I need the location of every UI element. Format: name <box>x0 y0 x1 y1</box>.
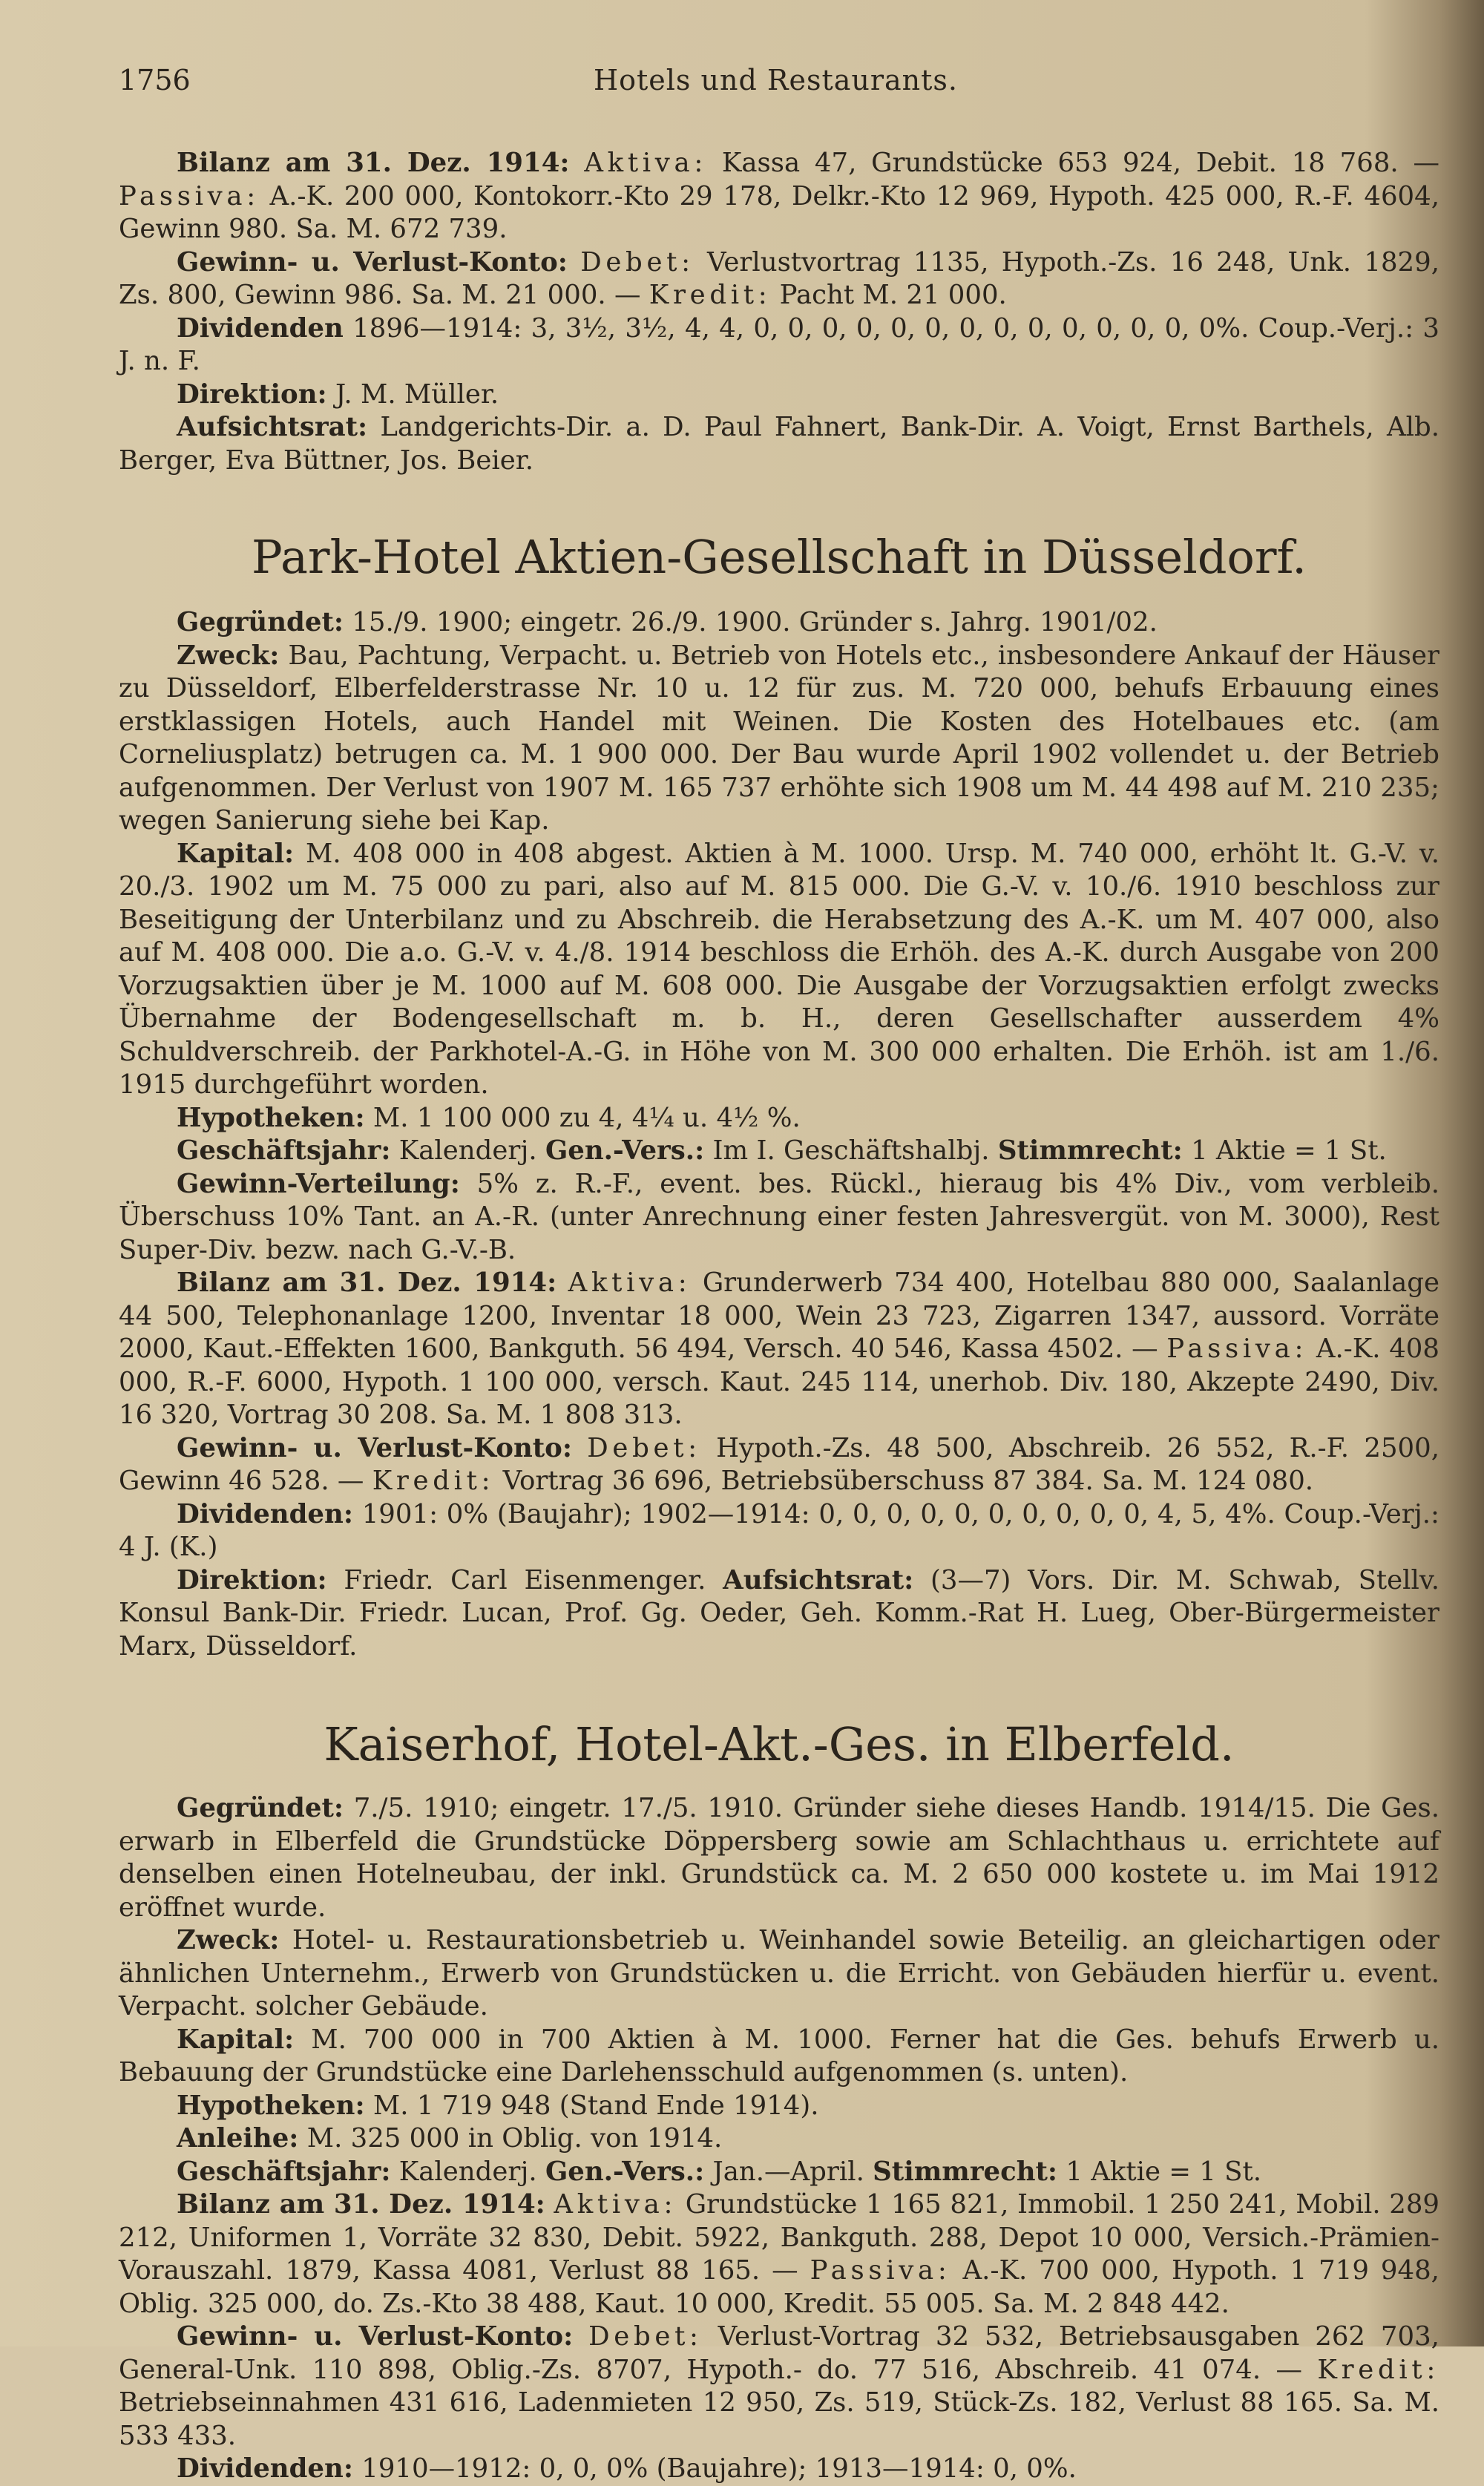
bilanz-label: Bilanz am 31. Dez. 1914: <box>177 1267 557 1298</box>
debet-text: Verlust-Vortrag 32 532, Betriebsausgaben 262 703, General-Unk. 110 898, Oblig.-Zs. 8707, Hypoth.- do. 77 516, Abschreib. 41 074. — <box>119 2321 1439 2385</box>
entry-previous <box>119 147 1439 477</box>
gv-label: Gewinn- u. Verlust-Konto: <box>177 246 568 278</box>
zweck-paragraph <box>119 1924 1439 2024</box>
page-number: 1756 <box>119 64 191 96</box>
passiva-label: Passiva: <box>810 2255 951 2286</box>
direktion-text: Friedr. Carl Eisenmenger. <box>344 1564 706 1595</box>
kapital-paragraph <box>119 2024 1439 2090</box>
gegruendet-label: Gegründet: <box>177 1793 344 1823</box>
aktiva-text: Grundstücke 1 165 821, Immobil. 1 250 241, Mobil. 289 212, Uniformen 1, Vorräte 32 830, Debit. 5922, Bankguth. 288, Depot 10 000, Versich.-Prämien-Vorauszahl. 1879, Kassa 4081, Verlust 88 165. — <box>119 2189 1439 2286</box>
geschaeftsjahr-text: Kalenderj. <box>398 2156 537 2187</box>
gewinnverteilung-label: Gewinn-Verteilung: <box>177 1168 460 1199</box>
zweck-label: Zweck: <box>177 1925 280 1955</box>
stimmrecht-label: Stimmrecht: <box>873 2156 1058 2187</box>
aktiva-label: Aktiva: <box>568 1267 692 1298</box>
kredit-text: Pacht M. 21 000. <box>779 280 1007 310</box>
geschaeftsjahr-label: Geschäftsjahr: <box>177 1135 391 1166</box>
kapital-label: Kapital: <box>177 2024 295 2055</box>
dividenden-paragraph <box>119 1498 1439 1564</box>
aktiva-label: Aktiva: <box>554 2189 677 2220</box>
dividenden-text: 1910—1912: 0, 0, 0% (Baujahre); 1913—1914: 0, 0%. <box>361 2453 1077 2484</box>
kredit-label: Kredit: <box>1317 2354 1439 2385</box>
kapital-label: Kapital: <box>177 838 295 869</box>
aufsichtsrat-label: Aufsichtsrat: <box>723 1564 914 1595</box>
passiva-text: A.-K. 408 000, R.-F. 6000, Hypoth. 1 100 000, versch. Kaut. 245 114, unerhob. Div. 180, Akzepte 2490, Div. 16 320, Vortrag 30 208. Sa. M. 1 808 313. <box>119 1334 1439 1430</box>
gewinnverteilung-text: 5% z. R.-F., event. bes. Rückl., hieraug bis 4% Div., vom verbleib. Überschuss 10% Tant. an A.-R. (unter Anrechnung einer festen Jahresvergüt. von M. 3000), Rest Super-Div. bezw. nach G.-V.-B. <box>119 1168 1439 1265</box>
aktiva-label: Aktiva: <box>584 148 708 178</box>
kapital-text: M. 700 000 in 700 Aktien à M. 1000. Ferner hat die Ges. behufs Erwerb u. Bebauung der Grundstücke eine Darlehensschuld aufgenommen (s. unten). <box>119 2024 1439 2087</box>
aktiva-text: Grunderwerb 734 400, Hotelbau 880 000, Saalanlage 44 500, Telephonanlage 1200, Inventar 18 000, Wein 23 723, Zigarren 1347, aussord. Vorräte 2000, Kaut.-Effekten 1600, Bankguth. 56 494, Versch. 40 546, Kassa 4502. — <box>119 1267 1439 1364</box>
bilanz-paragraph <box>119 147 1439 246</box>
kapital-text: M. 408 000 in 408 abgest. Aktien à M. 1000. Ursp. M. 740 000, erhöht lt. G.-V. v. 20./3. 1902 um M. 75 000 zu pari, also auf M. 815 000. Die G.-V. v. 10./6. 1910 beschloss zur Beseitigung der Unterbilanz und zu Abschreib. die Herabsetzung des A.-K. um M. 407 000, also auf M. 408 000. Die a.o. G.-V. v. 4./8. 1914 beschloss die Erhöh. des A.-K. durch Ausgabe von 200 Vorzugsaktien über je M. 1000 auf M. 608 000. Die Ausgabe der Vorzugsaktien erfolgt zwecks Übernahme der Bodengesellschaft m. b. H., deren Gesellschafter ausserdem 4% Schuldverschreib. der Parkhotel-A.-G. in Höhe von M. 300 000 erhalten. Die Erhöh. ist am 1./6. 1915 durchgeführt worden. <box>119 838 1439 1100</box>
company-title: Park-Hotel Aktien-Gesellschaft in Düsseldorf. <box>252 530 1307 584</box>
hypotheken-label: Hypotheken: <box>177 2090 365 2121</box>
dividenden-text: 1896—1914: 3, 3½, 3½, 4, 4, 0, 0, 0, 0, 0, 0, 0, 0, 0, 0, 0, 0, 0, 0%. Coup.-Verj.: 3 J. n. F. <box>119 312 1439 376</box>
hypotheken-text: M. 1 100 000 zu 4, 4¼ u. 4½ %. <box>372 1102 801 1133</box>
geschaeftsjahr-paragraph <box>119 1135 1439 1168</box>
dividenden-paragraph <box>119 312 1439 378</box>
company-title: Kaiserhof, Hotel-Akt.-Ges. in Elberfeld. <box>324 1717 1235 1771</box>
aufsichtsrat-text: Landgerichts-Dir. a. D. Paul Fahnert, Bank-Dir. A. Voigt, Ernst Barthels, Alb. Berger, Eva Büttner, Jos. Beier. <box>119 412 1439 476</box>
kredit-label: Kredit: <box>649 280 772 310</box>
passiva-text: A.-K. 200 000, Kontokorr.-Kto 29 178, Delkr.-Kto 12 969, Hypoth. 425 000, R.-F. 4604, Gewinn 980. Sa. M. 672 739. <box>119 180 1439 244</box>
bilanz-paragraph <box>119 1267 1439 1432</box>
hypotheken-paragraph <box>119 1102 1439 1135</box>
dividenden-label: Dividenden <box>177 312 344 344</box>
kapital-paragraph <box>119 838 1439 1102</box>
geschaeftsjahr-label: Geschäftsjahr: <box>177 2156 391 2187</box>
geschaeftsjahr-paragraph <box>119 2156 1439 2189</box>
genvers-text: Im I. Geschäftshalbj. <box>712 1135 990 1166</box>
geschaeftsjahr-text: Kalenderj. <box>398 1135 537 1166</box>
direktion-label: Direktion: <box>177 1564 327 1595</box>
gv-paragraph <box>119 246 1439 312</box>
dividenden-text: 1901: 0% (Baujahr); 1902—1914: 0, 0, 0, 0, 0, 0, 0, 0, 0, 0, 4, 5, 4%. Coup.-Verj.: 4 J. (K.) <box>119 1498 1439 1562</box>
bilanz-paragraph <box>119 2188 1439 2321</box>
direktion-text: J. M. Müller. <box>335 378 499 410</box>
gegruendet-label: Gegründet: <box>177 607 344 637</box>
page-header <box>119 58 1439 113</box>
anleihe-text: M. 325 000 in Oblig. von 1914. <box>306 2123 723 2154</box>
aktiva-text: Kassa 47, Grundstücke 653 924, Debit. 18 768. — <box>721 148 1439 178</box>
aufsichtsrat-paragraph <box>119 411 1439 477</box>
gv-paragraph <box>119 1432 1439 1498</box>
gewinnverteilung-paragraph <box>119 1168 1439 1267</box>
debet-label: Debet: <box>587 1432 701 1463</box>
hypotheken-paragraph <box>119 2090 1439 2123</box>
aufsichtsrat-text: (3—7) Vors. Dir. M. Schwab, Stellv. Konsul Bank-Dir. Friedr. Lucan, Prof. Gg. Oeder, Geh. Komm.-Rat H. Lueg, Ober-Bürgermeister Marx, Düsseldorf. <box>119 1564 1439 1662</box>
debet-text: Verlustvortrag 1135, Hypoth.-Zs. 16 248, Unk. 1829, Zs. 800, Gewinn 986. Sa. M. 21 000. — <box>119 246 1439 310</box>
zweck-label: Zweck: <box>177 640 280 671</box>
debet-label: Debet: <box>588 2321 703 2352</box>
kredit-text: Vortrag 36 696, Betriebsüberschuss 87 384. Sa. M. 124 080. <box>502 1466 1314 1496</box>
dividenden-paragraph <box>119 2453 1439 2486</box>
hypotheken-text: M. 1 719 948 (Stand Ende 1914). <box>372 2090 819 2121</box>
entry-kaiserhof <box>119 1718 1439 2486</box>
passiva-text: A.-K. 700 000, Hypoth. 1 719 948, Oblig. 325 000, do. Zs.-Kto 38 488, Kaut. 10 000, Kredit. 55 005. Sa. M. 2 848 442. <box>119 2255 1439 2319</box>
genvers-label: Gen.-Vers.: <box>545 2156 705 2187</box>
stimmrecht-text: 1 Aktie = 1 St. <box>1191 1135 1387 1166</box>
genvers-label: Gen.-Vers.: <box>545 1135 705 1166</box>
gv-label: Gewinn- u. Verlust-Konto: <box>177 2321 574 2352</box>
anleihe-label: Anleihe: <box>177 2123 299 2154</box>
debet-label: Debet: <box>580 246 695 278</box>
anleihe-paragraph <box>119 2122 1439 2156</box>
kredit-label: Kredit: <box>372 1466 495 1496</box>
running-title: Hotels und Restaurants. <box>594 64 959 96</box>
entry-park-hotel <box>119 531 1439 1663</box>
zweck-text: Bau, Pachtung, Verpacht. u. Betrieb von Hotels etc., insbesondere Ankauf der Häuser zu Düsseldorf, Elberfelderstrasse Nr. 10 u. 12 für zus. M. 720 000, behufs Erbauung eines erstklassigen Hotels, auch Handel mit Weinen. Die Kosten des Hotelbaues etc. (am Corneliusplatz) betrugen ca. M. 1 900 000. Der Bau wurde April 1902 vollendet u. der Betrieb aufgenommen. Der Verlust von 1907 M. 165 737 erhöhte sich 1908 um M. 44 498 auf M. 210 235; wegen Sanierung siehe bei Kap. <box>119 640 1439 836</box>
passiva-label: Passiva: <box>1166 1334 1308 1364</box>
direktion-paragraph <box>119 1564 1439 1664</box>
direktion-label: Direktion: <box>177 378 327 410</box>
gegruendet-paragraph <box>119 1792 1439 1924</box>
bilanz-label: Bilanz am 31. Dez. 1914: <box>177 148 570 178</box>
passiva-label: Passiva: <box>119 180 260 211</box>
zweck-paragraph <box>119 640 1439 838</box>
gv-paragraph <box>119 2321 1439 2453</box>
kredit-text: Betriebseinnahmen 431 616, Ladenmieten 12 950, Zs. 519, Stück-Zs. 182, Verlust 88 165. Sa. M. 533 433. <box>119 2387 1439 2451</box>
stimmrecht-label: Stimmrecht: <box>997 1135 1183 1166</box>
stimmrecht-text: 1 Aktie = 1 St. <box>1066 2156 1262 2187</box>
gegruendet-paragraph <box>119 606 1439 640</box>
zweck-text: Hotel- u. Restaurationsbetrieb u. Weinhandel sowie Beteilig. an gleichartigen oder ähnlichen Unternehm., Erwerb von Grundstücken u. die Erricht. von Gebäuden hierfür u. event. Verpacht. solcher Gebäude. <box>119 1925 1439 2021</box>
bilanz-label: Bilanz am 31. Dez. 1914: <box>177 2189 545 2220</box>
direktion-paragraph <box>119 378 1439 412</box>
hypotheken-label: Hypotheken: <box>177 1102 365 1133</box>
gegruendet-text: 7./5. 1910; eingetr. 17./5. 1910. Gründer siehe dieses Handb. 1914/15. Die Ges. erwarb in Elberfeld die Grundstücke Döppersberg sowie am Schlachthaus u. errichtete auf denselben einen Hotelneubau, der inkl. Grundstück ca. M. 2 650 000 kostete u. im Mai 1912 eröffnet wurde. <box>119 1793 1439 1923</box>
aufsichtsrat-label: Aufsichtsrat: <box>177 412 368 442</box>
dividenden-label: Dividenden: <box>177 2453 353 2484</box>
gegruendet-text: 15./9. 1900; eingetr. 26./9. 1900. Gründer s. Jahrg. 1901/02. <box>352 607 1158 637</box>
gv-label: Gewinn- u. Verlust-Konto: <box>177 1432 572 1463</box>
dividenden-label: Dividenden: <box>177 1498 353 1529</box>
debet-text: Hypoth.-Zs. 48 500, Abschreib. 26 552, R.-F. 2500, Gewinn 46 528. — <box>119 1432 1439 1496</box>
genvers-text: Jan.—April. <box>712 2156 864 2187</box>
